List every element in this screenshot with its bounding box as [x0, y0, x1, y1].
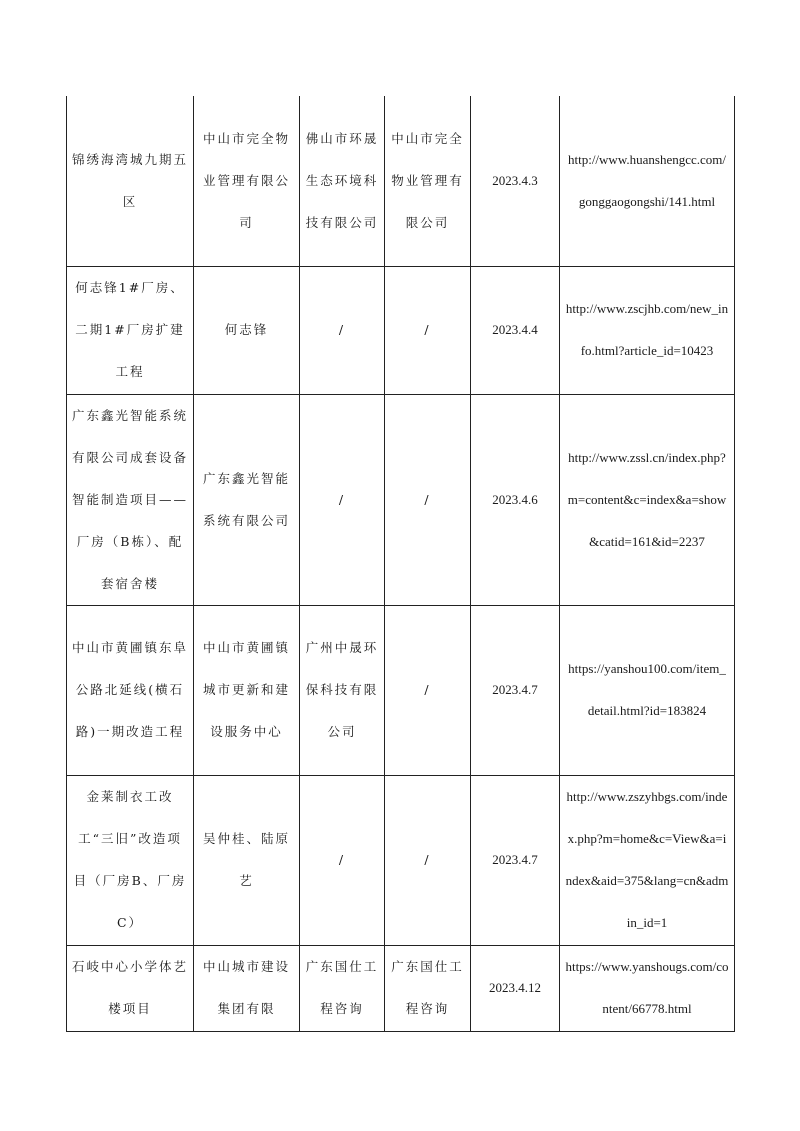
table-row [67, 605, 735, 775]
cell-date: 2023.4.3 [471, 96, 560, 266]
cell-acceptor: / [385, 266, 471, 394]
cell-acceptor: 中山市完全物业管理有限公司 [385, 96, 471, 266]
cell-agency: / [300, 775, 385, 945]
cell-url[interactable]: https://www.yanshougs.com/content/66778.html [560, 945, 735, 1031]
cell-url[interactable]: http://www.zssl.cn/index.php?m=content&c=index&a=show&catid=161&id=2237 [560, 394, 735, 605]
cell-builder: 中山市完全物业管理有限公司 [194, 96, 300, 266]
cell-date: 2023.4.7 [471, 775, 560, 945]
project-table [66, 96, 735, 1032]
cell-date: 2023.4.6 [471, 394, 560, 605]
cell-date: 2023.4.4 [471, 266, 560, 394]
table-row [67, 394, 735, 605]
cell-project: 锦绣海湾城九期五区 [67, 96, 194, 266]
cell-url[interactable]: http://www.zscjhb.com/new_info.html?article_id=10423 [560, 266, 735, 394]
cell-url[interactable]: http://www.huanshengcc.com/gonggaogongshi/141.html [560, 96, 735, 266]
cell-url[interactable]: https://yanshou100.com/item_detail.html?id=183824 [560, 605, 735, 775]
cell-project: 何志锋1#厂房、二期1#厂房扩建工程 [67, 266, 194, 394]
table-row [67, 96, 735, 266]
cell-acceptor: / [385, 394, 471, 605]
table-row [67, 945, 735, 1031]
cell-agency: 佛山市环晟生态环境科技有限公司 [300, 96, 385, 266]
cell-builder: 广东鑫光智能系统有限公司 [194, 394, 300, 605]
cell-builder: 中山市黄圃镇城市更新和建设服务中心 [194, 605, 300, 775]
cell-date: 2023.4.12 [471, 945, 560, 1031]
cell-agency: 广州中晟环保科技有限公司 [300, 605, 385, 775]
table-row [67, 266, 735, 394]
cell-agency: / [300, 394, 385, 605]
cell-project: 金莱制衣工改工“三旧”改造项目（厂房B、厂房C） [67, 775, 194, 945]
cell-project: 广东鑫光智能系统有限公司成套设备智能制造项目——厂房（B栋）、配套宿舍楼 [67, 394, 194, 605]
cell-acceptor: / [385, 605, 471, 775]
cell-acceptor: / [385, 775, 471, 945]
cell-url[interactable]: http://www.zszyhbgs.com/index.php?m=home&c=View&a=index&aid=375&lang=cn&admin_id=1 [560, 775, 735, 945]
cell-acceptor: 广东国仕工程咨询 [385, 945, 471, 1031]
cell-project: 中山市黄圃镇东阜公路北延线(横石路)一期改造工程 [67, 605, 194, 775]
cell-builder: 何志锋 [194, 266, 300, 394]
table-row [67, 775, 735, 945]
cell-agency: / [300, 266, 385, 394]
cell-builder: 中山城市建设集团有限 [194, 945, 300, 1031]
cell-builder: 吴仲桂、陆原艺 [194, 775, 300, 945]
cell-agency: 广东国仕工程咨询 [300, 945, 385, 1031]
cell-date: 2023.4.7 [471, 605, 560, 775]
cell-project: 石岐中心小学体艺楼项目 [67, 945, 194, 1031]
